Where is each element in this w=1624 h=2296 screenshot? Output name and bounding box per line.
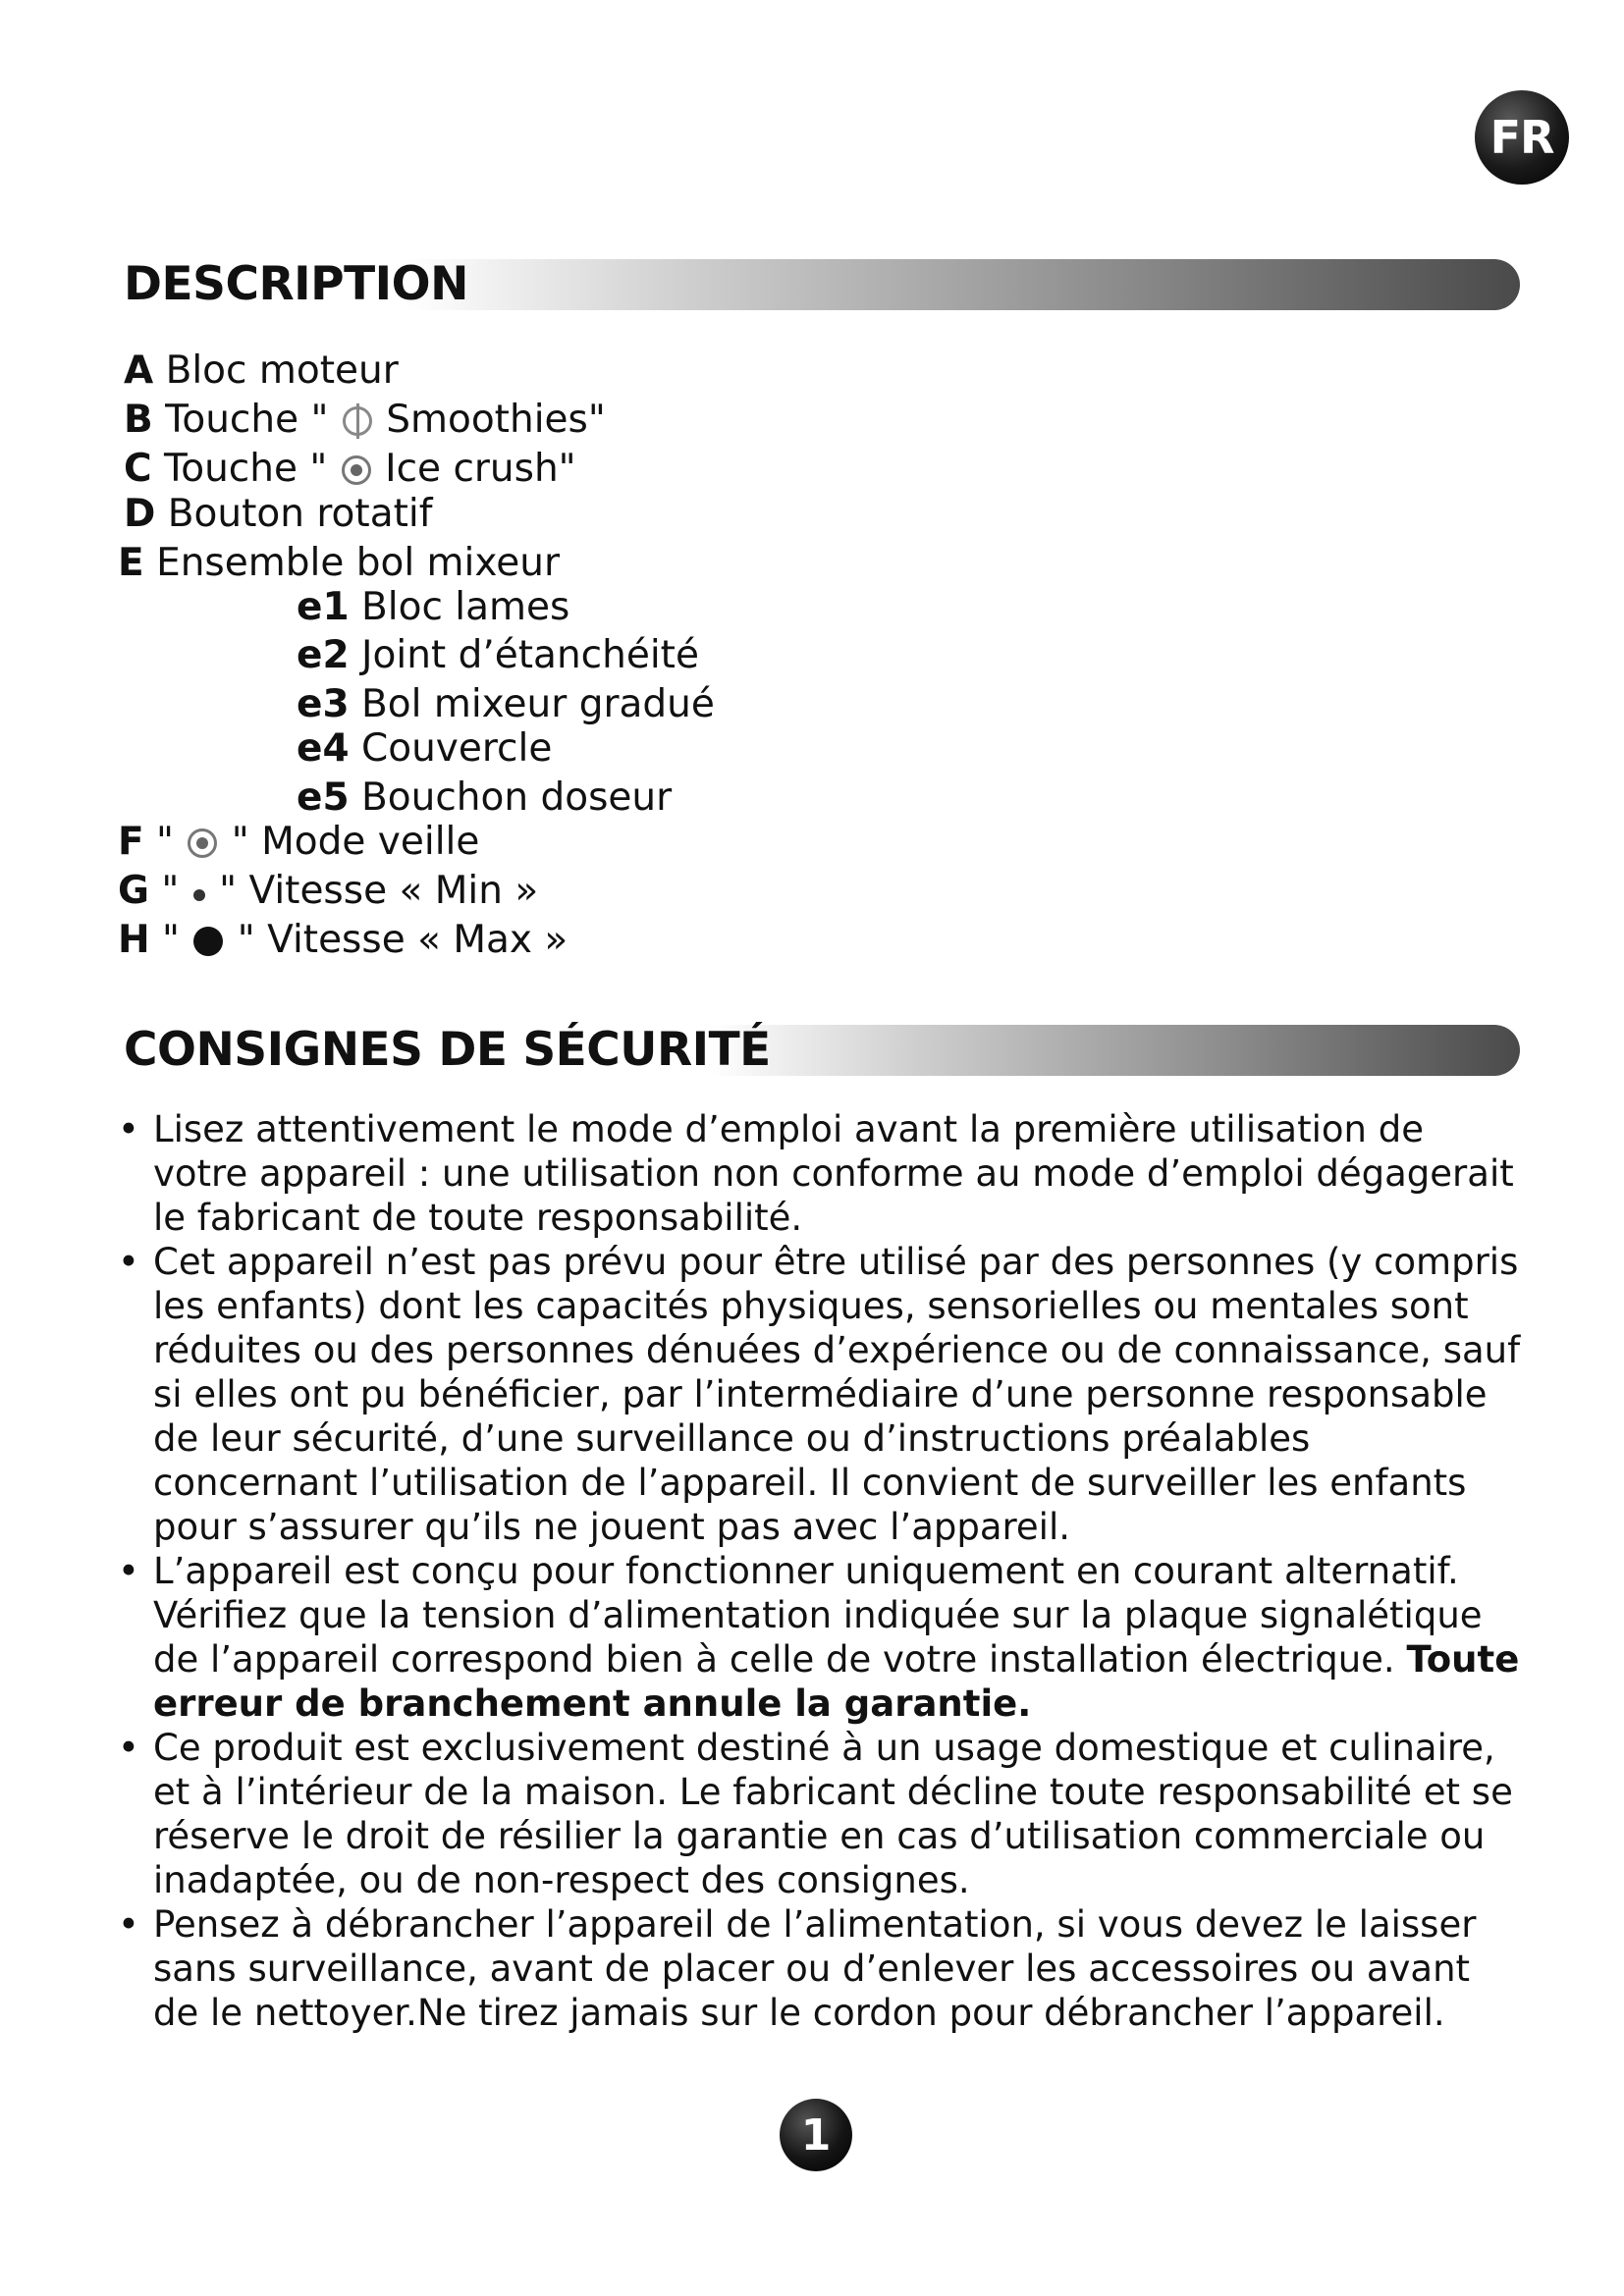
description-subitem-e1: e1 Bloc lames: [297, 585, 570, 629]
speed-min-icon: [193, 889, 205, 901]
speed-max-icon: [193, 927, 223, 956]
description-subitem-e3: e3 Bol mixeur gradué: [297, 682, 715, 726]
safety-bullet: • Cet appareil n’est pas prévu pour être utilisé par des personnes (y compris les enfants) dont les capacités physiques, sensorielles ou mentales sont réduites ou des personnes dénuées d’expérience ou de connaissance, sauf si elles ont pu bénéficier, par l’intermédiaire d’une personne responsable de leur sécurité, d’une surveillance ou d’instructions préalables concernant l’utilisation de l’appareil. Il convient de surveiller les enfants pour s’assurer qu’ils ne jouent pas avec l’appareil.: [118, 1240, 1522, 1549]
section-title: CONSIGNES DE SÉCURITÉ: [124, 1023, 771, 1077]
safety-bullet: • Ce produit est exclusivement destiné à un usage domestique et culinaire, et à l’intérieur de la maison. Le fabricant décline toute responsabilité et se réserve le droit de résilier la garantie en cas d’utilisation commerciale ou inadaptée, ou de non-respect des consignes.: [118, 1726, 1522, 1902]
description-subitem-e5: e5 Bouchon doseur: [297, 775, 673, 820]
description-item-d: D Bouton rotatif: [124, 492, 433, 536]
smoothies-icon: [343, 406, 372, 436]
ice-crush-icon: [342, 455, 371, 485]
section-header-safety: [122, 1023, 1520, 1078]
safety-bullet: • Lisez attentivement le mode d’emploi avant la première utilisation de votre appareil : une utilisation non conforme au mode d’emploi dégagerait le fabricant de toute responsabilité.: [118, 1107, 1522, 1240]
language-badge: FR: [1475, 90, 1569, 185]
description-subitem-e4: e4 Couvercle: [297, 726, 553, 771]
standby-icon: [188, 828, 217, 858]
page-number: 1: [780, 2099, 852, 2171]
section-title: DESCRIPTION: [124, 257, 468, 311]
description-item-e: E Ensemble bol mixeur: [118, 541, 561, 585]
description-mode-h: H " " Vitesse « Max »: [118, 918, 568, 962]
safety-bullet: • L’appareil est conçu pour fonctionner uniquement en courant alternatif. Vérifiez que la tension d’alimentation indiquée sur la plaque signalétique de l’appareil correspond bien à celle de votre installation électrique. Toute erreur de branchement annule la garantie.: [118, 1549, 1522, 1726]
section-header-description: [122, 257, 1520, 312]
description-item-b: B Touche " Smoothies": [124, 398, 606, 442]
safety-instructions: [118, 1107, 1522, 2035]
description-item-a: A Bloc moteur: [124, 348, 399, 393]
description-mode-g: G " " Vitesse « Min »: [118, 869, 539, 913]
safety-bullet: • Pensez à débrancher l’appareil de l’alimentation, si vous devez le laisser sans surveillance, avant de placer ou d’enlever les accessoires ou avant de le nettoyer.Ne tirez jamais sur le cordon pour débrancher l’appareil.: [118, 1902, 1522, 2035]
section-bar-gradient: [406, 259, 1520, 310]
description-item-c: C Touche " Ice crush": [124, 447, 576, 491]
description-subitem-e2: e2 Joint d’étanchéité: [297, 633, 699, 677]
section-bar-gradient: [711, 1025, 1520, 1076]
description-mode-f: F " " Mode veille: [118, 820, 480, 864]
